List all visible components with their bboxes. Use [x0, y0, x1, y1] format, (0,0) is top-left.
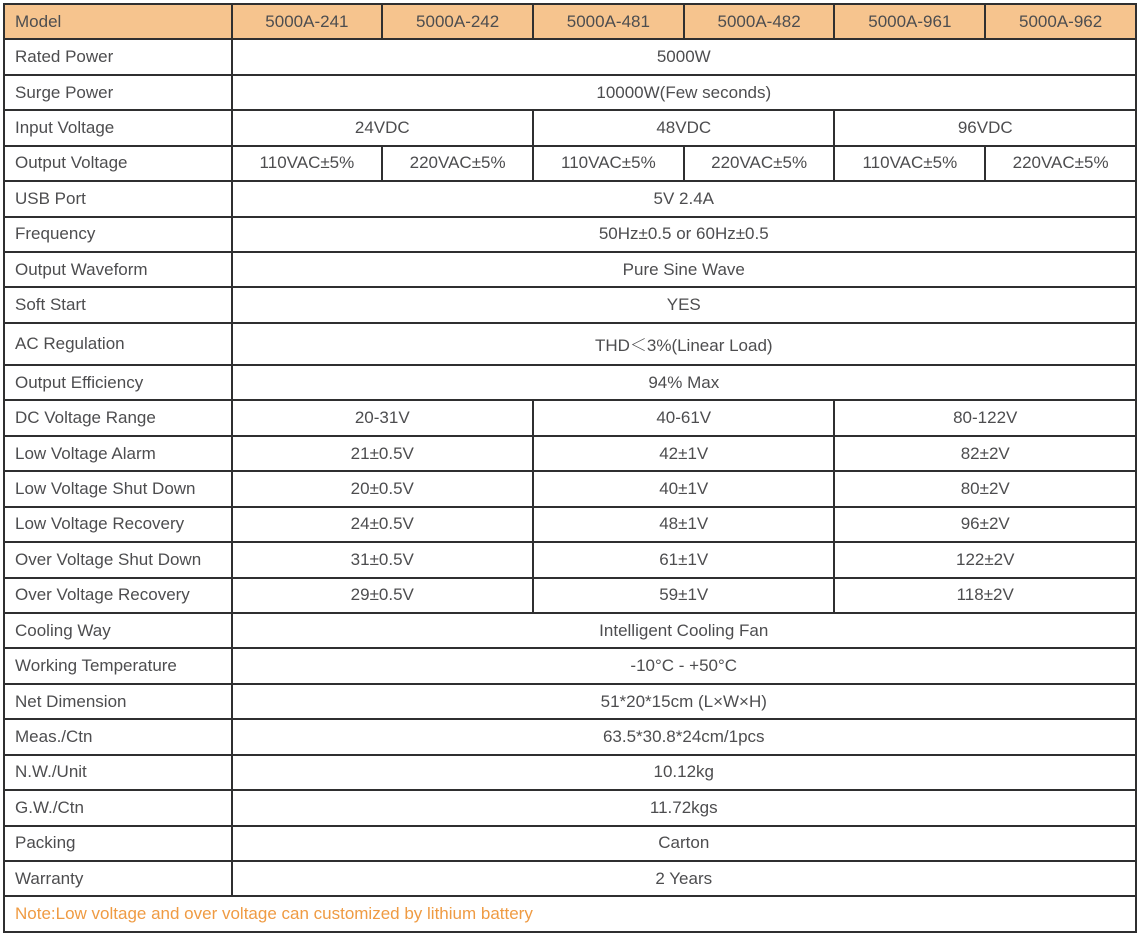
- spec-value-cell: 21±0.5V: [232, 436, 533, 471]
- spec-value-cell: Intelligent Cooling Fan: [232, 613, 1136, 648]
- row-input-voltage: [4, 110, 1136, 145]
- model-name-cell: 5000A-962: [985, 4, 1136, 39]
- spec-value-cell: 220VAC±5%: [684, 146, 835, 181]
- spec-value-cell: 20-31V: [232, 400, 533, 435]
- row-gw-ctn: [4, 790, 1136, 825]
- model-name-cell: 5000A-241: [232, 4, 383, 39]
- row-cooling-way: [4, 613, 1136, 648]
- row-working-temperature: [4, 648, 1136, 683]
- row-label: G.W./Ctn: [4, 790, 232, 825]
- row-label: Working Temperature: [4, 648, 232, 683]
- row-label: Over Voltage Recovery: [4, 578, 232, 613]
- row-packing: [4, 826, 1136, 861]
- row-label: DC Voltage Range: [4, 400, 232, 435]
- spec-value-cell: 220VAC±5%: [985, 146, 1136, 181]
- spec-value-cell: Carton: [232, 826, 1136, 861]
- row-rated-power: [4, 39, 1136, 74]
- spec-value-cell: 61±1V: [533, 542, 834, 577]
- spec-value-cell: 110VAC±5%: [834, 146, 985, 181]
- spec-value-cell: 10.12kg: [232, 755, 1136, 790]
- spec-value-cell: 50Hz±0.5 or 60Hz±0.5: [232, 217, 1136, 252]
- row-label: Output Waveform: [4, 252, 232, 287]
- row-label: N.W./Unit: [4, 755, 232, 790]
- row-label: Surge Power: [4, 75, 232, 110]
- spec-value-cell: 10000W(Few seconds): [232, 75, 1136, 110]
- spec-value-cell: 24±0.5V: [232, 507, 533, 542]
- spec-value-cell: 110VAC±5%: [533, 146, 684, 181]
- row-label: Packing: [4, 826, 232, 861]
- row-label: Low Voltage Alarm: [4, 436, 232, 471]
- row-over-voltage-shut-down: [4, 542, 1136, 577]
- spec-value-cell: 82±2V: [834, 436, 1136, 471]
- row-over-voltage-recovery: [4, 578, 1136, 613]
- row-meas-ctn: [4, 719, 1136, 754]
- spec-value-cell: 118±2V: [834, 578, 1136, 613]
- spec-value-cell: 5V 2.4A: [232, 181, 1136, 216]
- row-net-dimension: [4, 684, 1136, 719]
- row-label: Frequency: [4, 217, 232, 252]
- model-name-cell: 5000A-481: [533, 4, 684, 39]
- model-name-cell: 5000A-961: [834, 4, 985, 39]
- spec-value-cell: 20±0.5V: [232, 471, 533, 506]
- note-text: Note:Low voltage and over voltage can customized by lithium battery: [4, 896, 1136, 932]
- row-label: Rated Power: [4, 39, 232, 74]
- spec-value-cell: 5000W: [232, 39, 1136, 74]
- row-label: Net Dimension: [4, 684, 232, 719]
- spec-value-cell: 24VDC: [232, 110, 533, 145]
- spec-value-cell: 2 Years: [232, 861, 1136, 896]
- model-name-cell: 5000A-482: [684, 4, 835, 39]
- spec-value-cell: 122±2V: [834, 542, 1136, 577]
- spec-value-cell: 59±1V: [533, 578, 834, 613]
- table-note-row: [4, 896, 1136, 932]
- spec-value-cell: 96±2V: [834, 507, 1136, 542]
- row-usb-port: [4, 181, 1136, 216]
- spec-value-cell: 63.5*30.8*24cm/1pcs: [232, 719, 1136, 754]
- spec-value-cell: 80±2V: [834, 471, 1136, 506]
- row-label: Cooling Way: [4, 613, 232, 648]
- row-label: Low Voltage Recovery: [4, 507, 232, 542]
- spec-value-cell: 42±1V: [533, 436, 834, 471]
- spec-value-cell: 220VAC±5%: [382, 146, 533, 181]
- row-label: Soft Start: [4, 287, 232, 322]
- row-label: Over Voltage Shut Down: [4, 542, 232, 577]
- row-nw-unit: [4, 755, 1136, 790]
- spec-value-cell: 96VDC: [834, 110, 1136, 145]
- row-label: Warranty: [4, 861, 232, 896]
- row-label: Output Efficiency: [4, 365, 232, 400]
- spec-value-cell: 40-61V: [533, 400, 834, 435]
- row-surge-power: [4, 75, 1136, 110]
- spec-value-cell: -10°C - +50°C: [232, 648, 1136, 683]
- spec-value-cell: 11.72kgs: [232, 790, 1136, 825]
- table-header-row: [4, 4, 1136, 39]
- spec-value-cell: 48±1V: [533, 507, 834, 542]
- row-label: Input Voltage: [4, 110, 232, 145]
- spec-value-cell: Pure Sine Wave: [232, 252, 1136, 287]
- spec-value-cell: 110VAC±5%: [232, 146, 383, 181]
- spec-value-cell: 51*20*15cm (L×W×H): [232, 684, 1136, 719]
- spec-value-cell: 29±0.5V: [232, 578, 533, 613]
- row-label: Meas./Ctn: [4, 719, 232, 754]
- row-output-voltage: [4, 146, 1136, 181]
- row-ac-regulation: [4, 323, 1136, 365]
- row-frequency: [4, 217, 1136, 252]
- row-low-voltage-shut-down: [4, 471, 1136, 506]
- model-header-label: Model: [4, 4, 232, 39]
- row-output-waveform: [4, 252, 1136, 287]
- model-name-cell: 5000A-242: [382, 4, 533, 39]
- spec-value-cell: 94% Max: [232, 365, 1136, 400]
- row-label: Low Voltage Shut Down: [4, 471, 232, 506]
- row-dc-voltage-range: [4, 400, 1136, 435]
- spec-value-cell: 31±0.5V: [232, 542, 533, 577]
- row-soft-start: [4, 287, 1136, 322]
- row-label: USB Port: [4, 181, 232, 216]
- spec-value-cell: 40±1V: [533, 471, 834, 506]
- row-label: Output Voltage: [4, 146, 232, 181]
- row-low-voltage-recovery: [4, 507, 1136, 542]
- row-low-voltage-alarm: [4, 436, 1136, 471]
- spec-value-cell: 80-122V: [834, 400, 1136, 435]
- row-warranty: [4, 861, 1136, 896]
- inverter-spec-table: [3, 3, 1137, 933]
- row-label: AC Regulation: [4, 323, 232, 365]
- spec-value-cell: YES: [232, 287, 1136, 322]
- spec-value-cell: THD＜3%(Linear Load): [232, 323, 1136, 365]
- spec-value-cell: 48VDC: [533, 110, 834, 145]
- row-output-efficiency: [4, 365, 1136, 400]
